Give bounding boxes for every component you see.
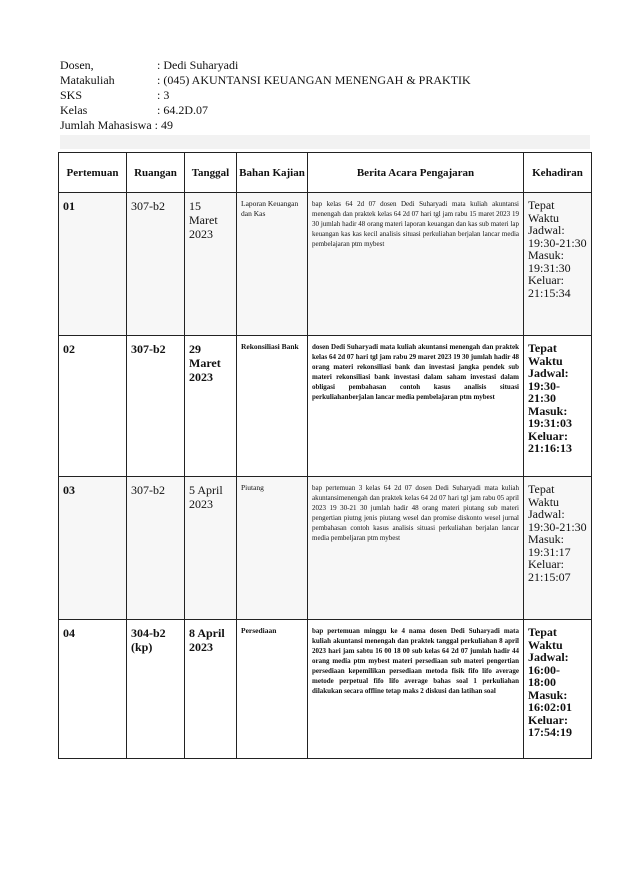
cell-kehadiran: Tepat Waktu Jadwal: 19:30-21:30 Masuk: 19:31:17 Keluar: 21:15:07 bbox=[524, 477, 592, 620]
sks-label: SKS bbox=[60, 88, 83, 102]
cell-ruangan: 304-b2 (kp) bbox=[127, 620, 185, 759]
cell-pertemuan: 01 bbox=[59, 193, 127, 336]
cell-ruangan: 307-b2 bbox=[127, 336, 185, 477]
cell-berita-acara: bap pertemuan 3 kelas 64 2d 07 dosen Dedi Suharyadi mata kuliah akuntansimenengah dan praktek kelas 64 2d 07 hari tgl jam rabu 05 april 2023 19 30-21 30 jumlah hadir 48 orang materi piutang sub materi pengertian piutng jenis piutang wesel dan promise diskonto wesel jurnal pembahasan contoh kasus analisis situasi perkuliahan berjalan lancar media pembeljaran ptm mybest bbox=[308, 477, 524, 620]
kelas-value: : 64.2D.07 bbox=[157, 103, 208, 117]
info-row-dosen bbox=[60, 58, 471, 73]
header-kehadiran: Kehadiran bbox=[524, 153, 592, 193]
sks-value: : 3 bbox=[157, 88, 170, 102]
cell-berita-acara: bap kelas 64 2d 07 dosen Dedi Suharyadi mata kuliah akuntansi menengah dan praktek kelas 64 2d 07 hari tgl jam rabu 15 maret 2023 19 30 jumlah hadir 48 orang materi laporan keuangan dan kas sub materi lap keuangan kas kas kecil analisis situasi perkuliahan berjalan lancar media pembelajaran ptm mybest bbox=[308, 193, 524, 336]
table-row bbox=[59, 620, 592, 759]
header-ruangan: Ruangan bbox=[127, 153, 185, 193]
kelas-label: Kelas bbox=[60, 103, 88, 117]
cell-kehadiran: Tepat Waktu Jadwal: 19:30-21:30 Masuk: 19:31:03 Keluar: 21:16:13 bbox=[524, 336, 592, 477]
jumlah-value: : 49 bbox=[154, 118, 173, 132]
table-row bbox=[59, 336, 592, 477]
jumlah-label: Jumlah Mahasiswa bbox=[60, 118, 152, 132]
info-row-sks bbox=[60, 88, 471, 103]
info-row-jumlah bbox=[60, 118, 471, 133]
header-berita-acara: Berita Acara Pengajaran bbox=[308, 153, 524, 193]
table-row bbox=[59, 193, 592, 336]
cell-ruangan: 307-b2 bbox=[127, 477, 185, 620]
cell-tanggal: 29 Maret 2023 bbox=[185, 336, 237, 477]
header-tanggal: Tanggal bbox=[185, 153, 237, 193]
cell-pertemuan: 03 bbox=[59, 477, 127, 620]
cell-bahan-kajian: Piutang bbox=[237, 477, 308, 620]
spacer-band bbox=[60, 135, 590, 149]
header-bahan-kajian: Bahan Kajian bbox=[237, 153, 308, 193]
cell-tanggal: 5 April 2023 bbox=[185, 477, 237, 620]
cell-tanggal: 8 April 2023 bbox=[185, 620, 237, 759]
info-row-kelas bbox=[60, 103, 471, 118]
cell-kehadiran: Tepat Waktu Jadwal: 19:30-21:30 Masuk: 19:31:30 Keluar: 21:15:34 bbox=[524, 193, 592, 336]
cell-bahan-kajian: Laporan Keuangan dan Kas bbox=[237, 193, 308, 336]
dosen-label: Dosen, bbox=[60, 58, 94, 72]
course-info bbox=[60, 58, 471, 133]
table-header-row bbox=[59, 153, 592, 193]
info-row-matakuliah bbox=[60, 73, 471, 88]
table-row bbox=[59, 477, 592, 620]
cell-kehadiran: Tepat Waktu Jadwal: 16:00-18:00 Masuk: 16:02:01 Keluar: 17:54:19 bbox=[524, 620, 592, 759]
cell-bahan-kajian: Rekonsiliasi Bank bbox=[237, 336, 308, 477]
cell-pertemuan: 02 bbox=[59, 336, 127, 477]
cell-ruangan: 307-b2 bbox=[127, 193, 185, 336]
cell-tanggal: 15 Maret 2023 bbox=[185, 193, 237, 336]
attendance-table bbox=[58, 152, 592, 759]
dosen-value: : Dedi Suharyadi bbox=[157, 58, 239, 72]
matakuliah-value: : (045) AKUNTANSI KEUANGAN MENENGAH & PRAKTIK bbox=[157, 73, 471, 87]
matakuliah-label: Matakuliah bbox=[60, 73, 115, 87]
cell-berita-acara: dosen Dedi Suharyadi mata kuliah akuntansi menengah dan praktek kelas 64 2d 07 hari tgl jam rabu 29 maret 2023 19 30 jumlah hadir 48 orang materi rekonsiliasi bank dan investasi jangka pendek sub materi rekonsiliasi bank investasi dalam saham investasi dalam obligasi pembahasan contoh kasus analisis situasi perkuliahanberjalan lancar media pembelajaran ptm mybest bbox=[308, 336, 524, 477]
cell-pertemuan: 04 bbox=[59, 620, 127, 759]
header-pertemuan: Pertemuan bbox=[59, 153, 127, 193]
cell-bahan-kajian: Persediaan bbox=[237, 620, 308, 759]
cell-berita-acara: bap pertemuan minggu ke 4 nama dosen Dedi Suharyadi mata kuliah akuntansi menengah dan praktek tanggal perkuliahan 8 april 2023 hari jam sabtu 16 00 18 00 sub kelas 64 2d 07 jumlah hadir 44 orang media ptm mybest materi persediaan sub materi pengertian persediaan kepemilikan persediaan metoda fisik fifo lifo average metode perpetual fifo lifo average bahas soal 1 perkuliahan dilakukan secara offline tetap maks 2 diskusi dan latihan soal bbox=[308, 620, 524, 759]
